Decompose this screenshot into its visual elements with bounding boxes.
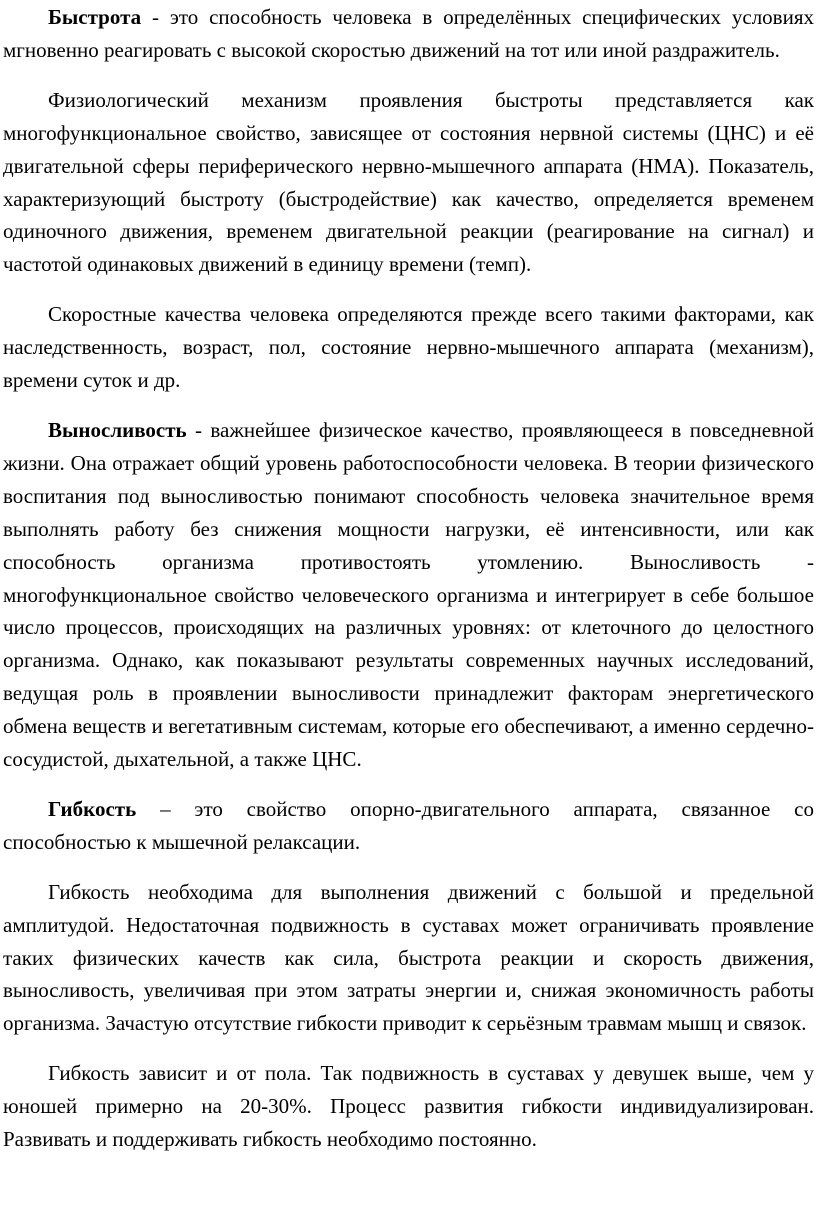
paragraph-text: Физиологический механизм проявления быстроты представляется как многофункциональное свойство, зависящее от состояния нервной системы (ЦНС) и её двигательной сферы периферического нервно-мышечного аппарата (НМА). Показатель, характеризующий быстроту (быстродействие) как качество, определяется временем одиночного движения, временем двигательной реакции (реагирование на сигнал) и частотой одинаковых движений в единицу времени (темп). bbox=[3, 87, 814, 277]
paragraph-speed-physiology bbox=[3, 84, 814, 281]
term-speed: Быстрота bbox=[48, 5, 142, 29]
term-endurance: Выносливость bbox=[48, 417, 187, 442]
term-flexibility: Гибкость bbox=[48, 796, 137, 821]
paragraph-text: Гибкость зависит и от пола. Так подвижность в суставах у девушек выше, чем у юношей примерно на 20-30%. Процесс развития гибкости индивидуализирован. Развивать и поддерживать гибкость необходимо постоянно. bbox=[3, 1061, 814, 1152]
paragraph-text: Гибкость необходима для выполнения движений с большой и предельной амплитудой. Недостаточная подвижность в суставах может ограничивать проявление таких физических качеств как сила, быстрота реакции и скорость движения, выносливость, увеличивая при этом затраты энергии и, снижая экономичность работы организма. Зачастую отсутствие гибкости приводит к серьёзным травмам мышц и связок. bbox=[3, 879, 814, 1036]
paragraph-text: - важнейшее физическое качество, проявляющееся в повседневной жизни. Она отражает общий уровень работоспособности человека. В теории физического воспитания под выносливостью понимают способность человека значительное время выполнять работу без снижения мощности нагрузки, её интенсивности, или как способность организма противостоять утомлению. Выносливость - многофункциональное свойство человеческого организма и интегрирует в себе большое число процессов, происходящих на различных уровнях: от клеточного до целостного организма. Однако, как показывают результаты современных научных исследований, ведущая роль в проявлении выносливости принадлежит факторам энергетического обмена веществ и вегетативным системам, которые его обеспечивают, а именно сердечно-сосудистой, дыхательной, а также ЦНС. bbox=[3, 417, 814, 772]
paragraph-text: Скоростные качества человека определяются прежде всего такими факторами, как наследственность, возраст, пол, состояние нервно-мышечного аппарата (механизм), времени суток и др. bbox=[3, 302, 814, 393]
paragraph-flexibility-gender bbox=[3, 1057, 814, 1156]
paragraph-speed-definition bbox=[3, 1, 814, 67]
paragraph-text: – это свойство опорно-двигательного аппарата, связанное со способностью к мышечной релаксации. bbox=[3, 796, 814, 854]
paragraph-speed-factors bbox=[3, 298, 814, 397]
paragraph-text: - это способность человека в определённых специфических условиях мгновенно реагировать с высокой скоростью движений на тот или иной раздражитель. bbox=[3, 5, 814, 62]
paragraph-flexibility-amplitude bbox=[3, 876, 814, 1041]
paragraph-endurance-definition bbox=[3, 414, 814, 776]
paragraph-flexibility-definition bbox=[3, 793, 814, 859]
